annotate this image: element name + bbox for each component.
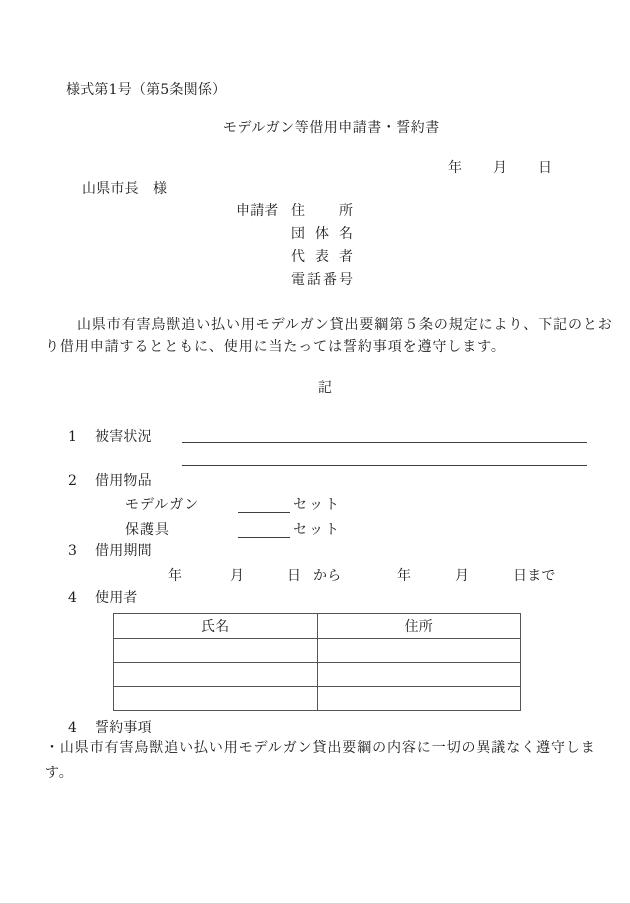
section-period-label: 借用期間 xyxy=(95,543,152,559)
addressee: 山県市長 様 xyxy=(82,181,168,197)
users-table-cell-empty xyxy=(114,663,318,687)
users-table-row xyxy=(114,687,521,711)
date-day-label: 日 xyxy=(538,160,552,176)
date-month-label: 月 xyxy=(493,160,507,176)
period-year-from: 年 xyxy=(168,568,183,584)
item-name-protector: 保護具 xyxy=(125,522,170,538)
body-paragraph-line-1: 山県市有害鳥獣追い払い用モデルガン貸出要綱第５条の規定により、下記のとお xyxy=(77,317,613,333)
section-pledge-label: 誓約事項 xyxy=(95,720,152,736)
applicant-field-address: 住所 xyxy=(291,203,353,219)
item-name-modelgun: モデルガン xyxy=(125,497,200,513)
date-year-label: 年 xyxy=(448,160,462,176)
users-table-header-address: 住所 xyxy=(317,614,521,639)
period-month-from: 月 xyxy=(230,568,245,584)
date-line xyxy=(448,158,552,178)
users-table-row xyxy=(114,639,521,663)
section-items-number: 2 xyxy=(68,473,78,489)
period-year-to: 年 xyxy=(397,568,412,584)
fill-line-damage-1 xyxy=(182,442,587,443)
users-table-cell-empty xyxy=(317,663,521,687)
section-damage-label: 被害状況 xyxy=(95,429,152,445)
form-number: 様式第1号（第5条関係） xyxy=(66,82,227,98)
document-title: モデルガン等借用申請書・誓約書 xyxy=(223,120,440,136)
section-users-label: 使用者 xyxy=(95,590,138,606)
section-items-label: 借用物品 xyxy=(95,473,152,489)
fill-line-protector-qty xyxy=(238,537,290,538)
period-day-from: 日 xyxy=(287,568,302,584)
users-table-header-row xyxy=(114,614,521,639)
body-paragraph-line-2: り借用申請するとともに、使用に当たっては誓約事項を遵守します。 xyxy=(45,339,506,355)
users-table-row xyxy=(114,663,521,687)
applicant-field-phone: 電話番号 xyxy=(291,272,353,288)
fill-line-modelgun-qty xyxy=(238,512,290,513)
period-day-made: 日まで xyxy=(513,568,556,584)
applicant-field-organization: 団体名 xyxy=(291,226,353,242)
pledge-bullet-line-1: ・山県市有害鳥獣追い払い用モデルガン貸出要綱の内容に一切の異議なく遵守しま xyxy=(45,740,596,756)
applicant-label: 申請者 xyxy=(236,203,279,219)
users-table-header-name: 氏名 xyxy=(114,614,318,639)
period-kara: から xyxy=(313,568,342,584)
users-table-cell-empty xyxy=(317,639,521,663)
applicant-field-representative: 代表者 xyxy=(291,249,353,265)
fill-line-damage-2 xyxy=(182,465,587,466)
section-users-number: 4 xyxy=(68,590,78,606)
section-pledge-number: 4 xyxy=(68,720,78,736)
pledge-bullet-line-2: す。 xyxy=(45,765,74,781)
users-table-cell-empty xyxy=(114,687,318,711)
item-unit-protector: セット xyxy=(293,522,341,538)
ki-marker: 記 xyxy=(318,380,333,396)
users-table-cell-empty xyxy=(114,639,318,663)
section-damage-number: 1 xyxy=(68,429,78,445)
users-table-cell-empty xyxy=(317,687,521,711)
section-period-number: 3 xyxy=(68,543,78,559)
period-month-to: 月 xyxy=(455,568,470,584)
item-unit-modelgun: セット xyxy=(293,497,341,513)
users-table xyxy=(113,613,521,711)
